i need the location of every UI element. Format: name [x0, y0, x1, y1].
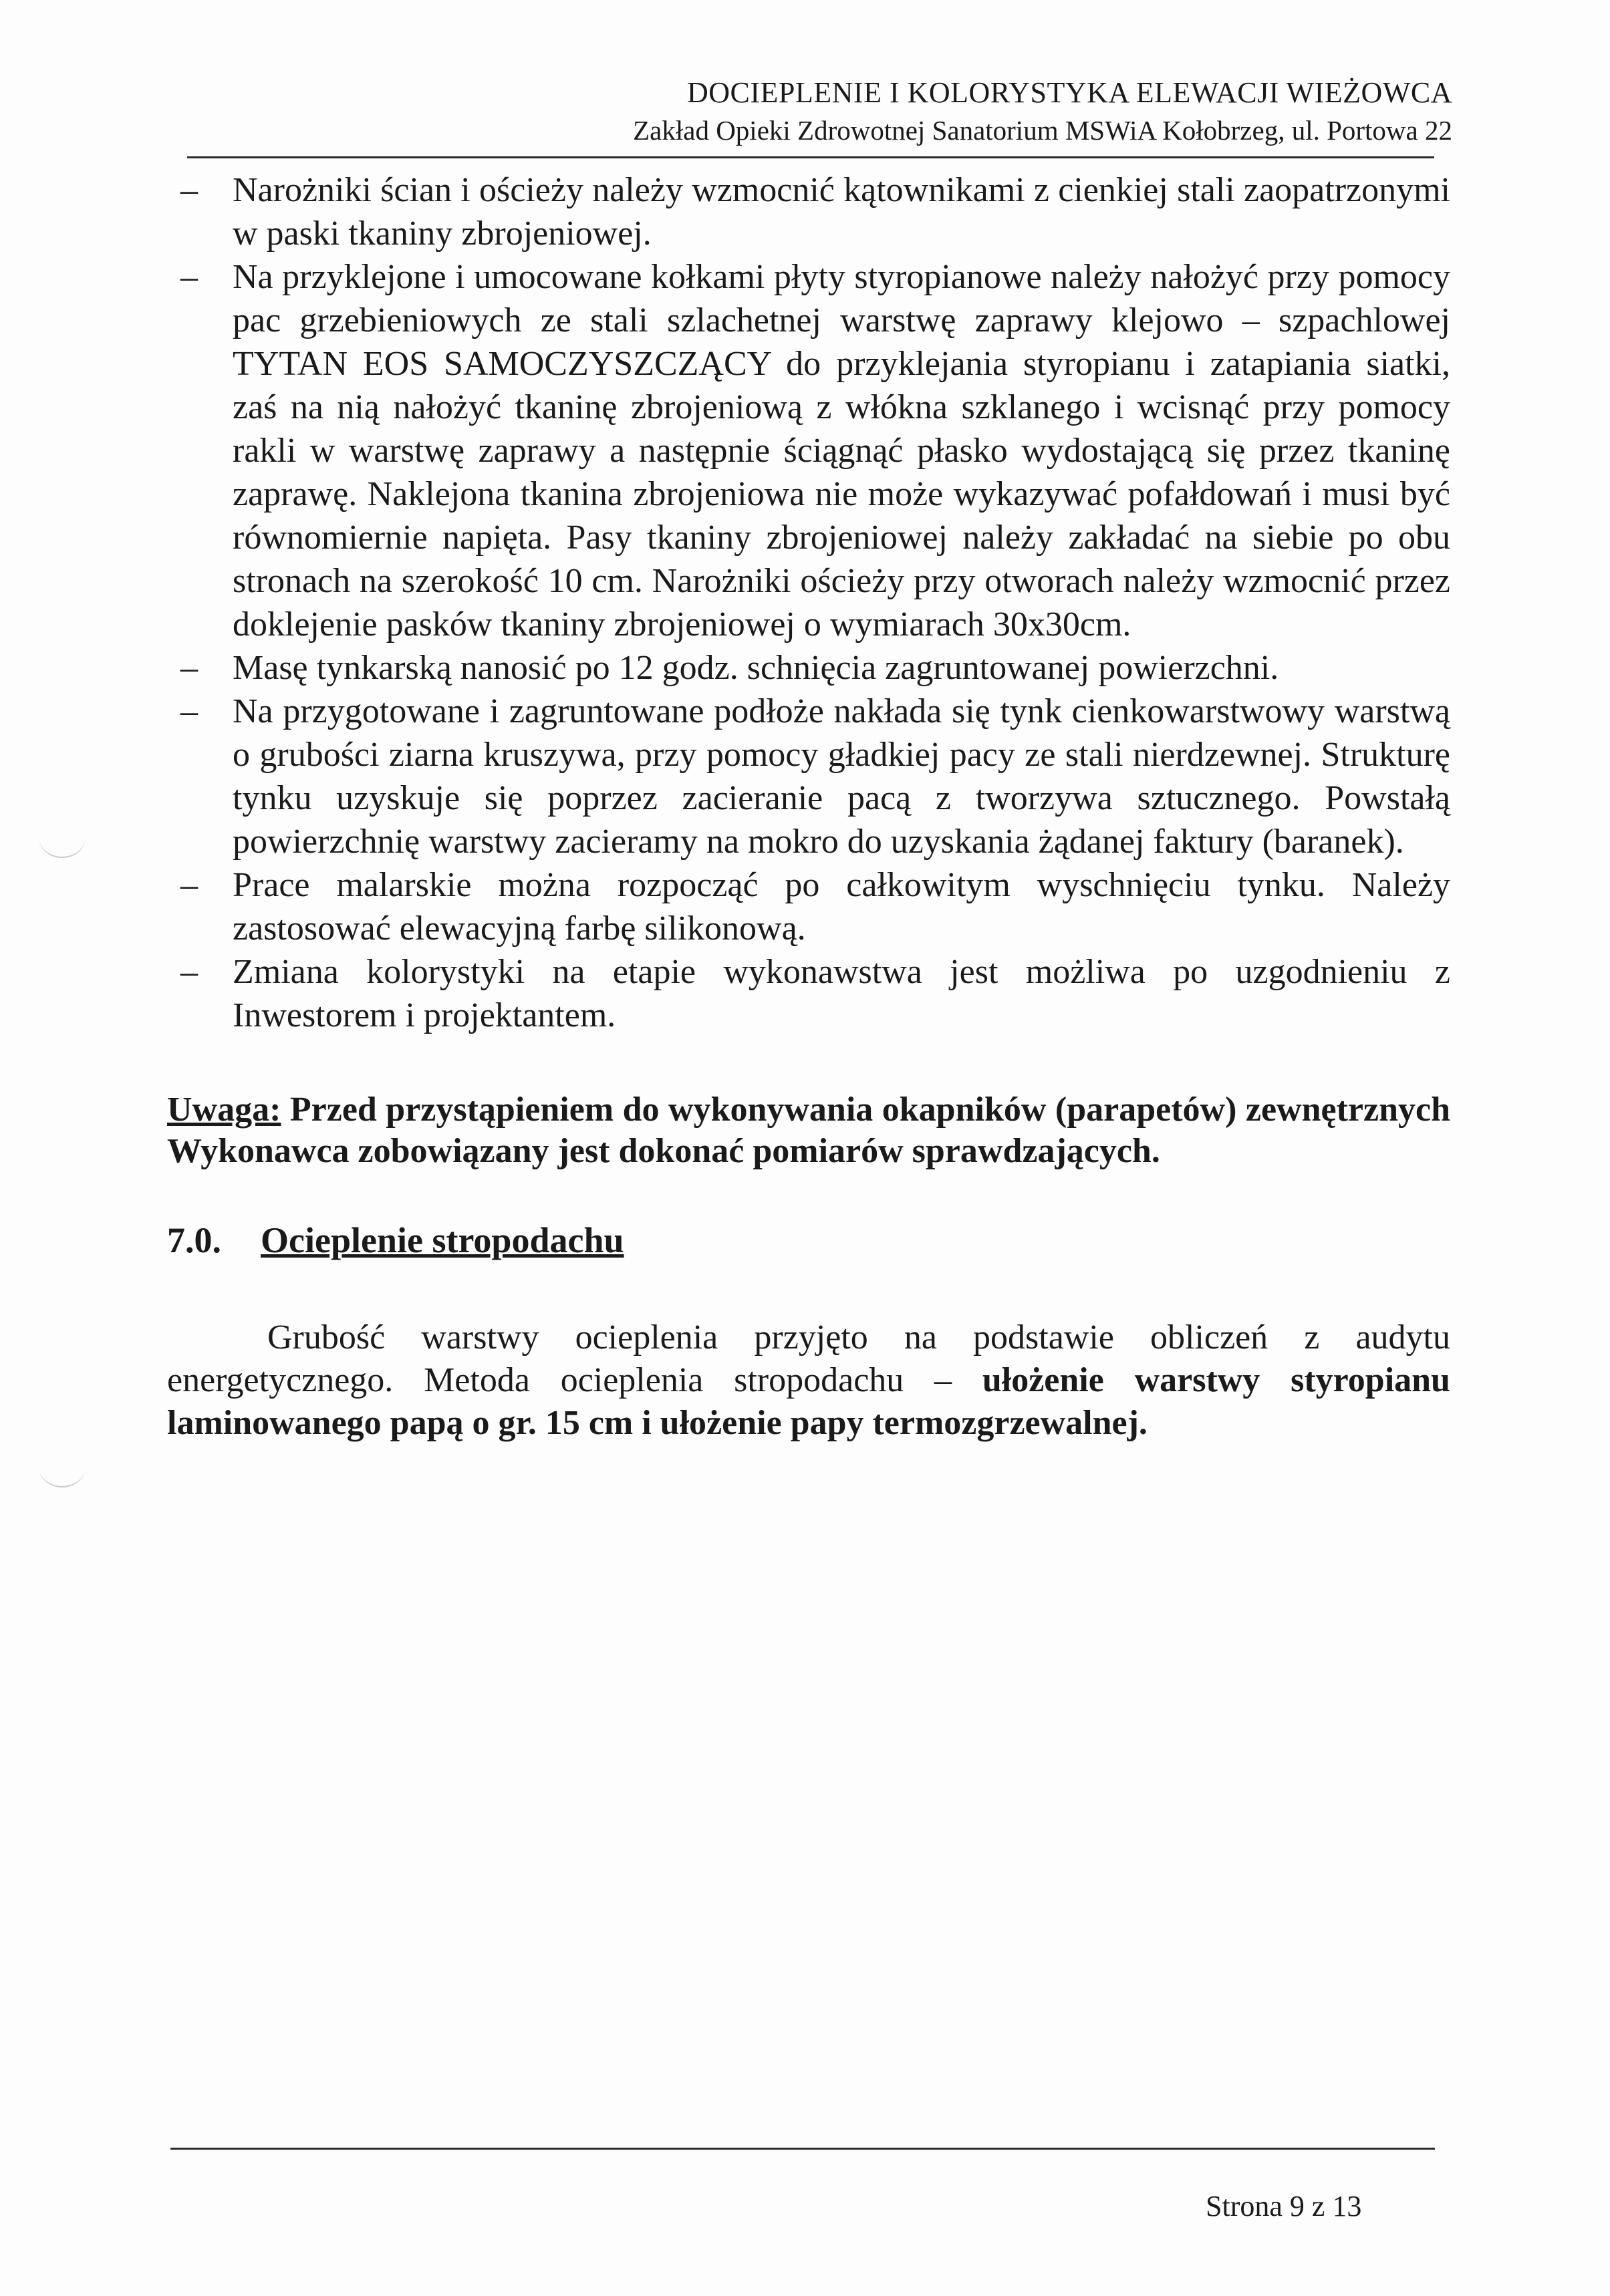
- note-label: Uwaga:: [167, 1091, 281, 1129]
- footer-divider: [170, 2148, 1435, 2150]
- list-item-text: Prace malarskie można rozpocząć po całkowitym wyschnięciu tynku. Należy zastosować elewacyjną farbę silikonową.: [233, 866, 1450, 948]
- list-item-text: Na przygotowane i zagruntowane podłoże nakłada się tynk cienkowarstwowy warstwą o grubości ziarna kruszywa, przy pomocy gładkiej pacy ze stali nierdzewnej. Strukturę tynku uzyskuje się poprzez zacieranie pacą z tworzywa sztucznego. Powstałą powierzchnię warstwy zacieramy na mokro do uzyskania żądanej faktury (baranek).: [233, 692, 1450, 861]
- bullet-dash: –: [180, 866, 198, 904]
- section-paragraph: [167, 1316, 1450, 1445]
- bullet-dash: –: [180, 258, 198, 296]
- list-item-text: Narożniki ścian i ościeży należy wzmocnić kątownikami z cienkiej stali zaopatrzonymi w paski tkaniny zbrojeniowej.: [233, 171, 1450, 253]
- section-heading: [167, 1219, 1450, 1262]
- list-item: [167, 646, 1450, 690]
- paragraph-bold-text: ułożenie warstwy styropianu laminowanego papą o gr. 15 cm i ułożenie papy termozgrzewalnej.: [167, 1361, 1450, 1442]
- list-item: [167, 950, 1450, 1037]
- bullet-dash: –: [180, 649, 198, 687]
- scan-punch-hole-mark: [39, 817, 86, 858]
- bullet-dash: –: [180, 953, 198, 991]
- list-item-text: Zmiana kolorystyki na etapie wykonawstwa jest możliwa po uzgodnieniu z Inwestorem i projektantem.: [233, 953, 1450, 1034]
- list-item: [167, 863, 1450, 950]
- paragraph-text: Grubość warstwy ocieplenia przyjęto na podstawie obliczeń z audytu energetycznego. Metoda ocieplenia stropodachu –: [167, 1318, 1450, 1399]
- warning-note: [167, 1089, 1450, 1172]
- bullet-dash: –: [180, 171, 198, 209]
- header-title: DOCIEPLENIE I KOLORYSTYKA ELEWACJI WIEŻOWCA: [686, 76, 1452, 109]
- note-text: Przed przystąpieniem do wykonywania okapników (parapetów) zewnętrznych Wykonawca zobowiązany jest dokonać pomiarów sprawdzających.: [167, 1091, 1450, 1170]
- bullet-list: [167, 168, 1450, 1037]
- list-item: [167, 690, 1450, 863]
- document-body: [167, 168, 1450, 1445]
- section-number: 7.0.: [167, 1220, 221, 1260]
- list-item: [167, 255, 1450, 646]
- bullet-dash: –: [180, 692, 198, 730]
- page-number: Strona 9 z 13: [1206, 2190, 1362, 2222]
- list-item: [167, 168, 1450, 255]
- list-item-text: Masę tynkarską nanosić po 12 godz. schnięcia zagruntowanej powierzchni.: [233, 649, 1279, 687]
- header-divider: [187, 156, 1434, 158]
- section-title: Ocieplenie stropodachu: [261, 1220, 624, 1260]
- header-subtitle: Zakład Opieki Zdrowotnej Sanatorium MSWiA Kołobrzeg, ul. Portowa 22: [633, 115, 1452, 146]
- page-header: [633, 74, 1452, 148]
- list-item-text: Na przyklejone i umocowane kołkami płyty styropianowe należy nałożyć przy pomocy pac grzebieniowych ze stali szlachetnej warstwę zaprawy klejowo – szpachlowej TYTAN EOS SAMOCZYSZCZĄCY do przyklejania styropianu i zatapiania siatki, zaś na nią nałożyć tkaninę zbrojeniową z włókna szklanego i wcisnąć przy pomocy rakli w warstwę zaprawy a następnie ściągnąć płasko wydostającą się przez tkaninę zaprawę. Naklejona tkanina zbrojeniowa nie może wykazywać pofałdowań i musi być równomiernie napięta. Pasy tkaniny zbrojeniowej należy zakładać na siebie po obu stronach na szerokość 10 cm. Narożniki ościeży przy otworach należy wzmocnić przez doklejenie pasków tkaniny zbrojeniowej o wymiarach 30x30cm.: [233, 258, 1450, 643]
- scan-punch-hole-mark: [39, 1446, 86, 1487]
